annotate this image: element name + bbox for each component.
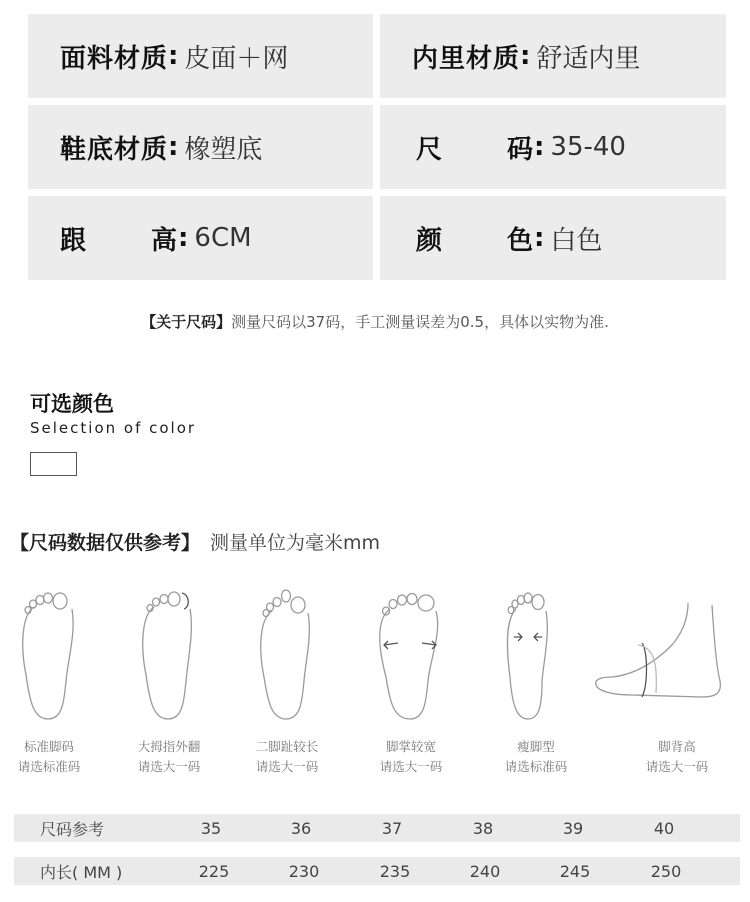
spec-color (380, 196, 726, 280)
color-section-title: 可选颜色 (30, 392, 114, 416)
spec-size (380, 105, 726, 189)
color-swatch-white[interactable] (30, 452, 77, 476)
size-cell: 37 (381, 818, 403, 838)
spec-label (416, 220, 534, 257)
spec-label: 面料材质 (60, 43, 169, 74)
foot-type-standard (0, 737, 104, 777)
size-reference-heading (10, 528, 380, 555)
spec-label-b: 码 (506, 134, 534, 165)
foot-type-thin (481, 737, 591, 777)
spec-colon: : (534, 223, 545, 253)
size-note-heading: 【关于尺码】 (141, 313, 232, 331)
foot-type-name: 大拇指外翻 (137, 739, 201, 754)
spec-value: 橡塑底 (184, 134, 263, 165)
wide-foot-icon (364, 585, 454, 725)
row-label: 内长( MM ) (40, 862, 123, 882)
table-row-length (14, 857, 740, 885)
color-section-subtitle: Selection of color (30, 419, 197, 437)
spec-sole (28, 105, 373, 189)
spec-value: 皮面＋网 (184, 43, 289, 74)
spec-value: 舒适内里 (536, 43, 641, 74)
length-cell: 230 (288, 861, 320, 881)
spec-value: 6CM (194, 223, 252, 253)
foot-types (0, 585, 750, 780)
size-note (0, 311, 750, 332)
spec-heel (28, 196, 373, 280)
spec-label-a: 尺 (416, 134, 444, 165)
size-reference-title: 【尺码数据仅供参考】 (10, 532, 201, 554)
length-cell: 235 (379, 861, 411, 881)
size-cell: 38 (472, 818, 494, 838)
spec-label-a: 跟 (60, 225, 88, 256)
foot-type-name: 瘦脚型 (517, 739, 555, 754)
length-cell: 250 (650, 861, 682, 881)
size-reference-unit: 测量单位为毫米mm (210, 532, 381, 554)
long-second-toe-icon (242, 585, 332, 725)
foot-type-wide (356, 737, 466, 777)
bunion-foot-icon (124, 585, 214, 725)
spec-label: 鞋底材质 (60, 134, 169, 165)
foot-type-advice: 请选大一码 (137, 759, 201, 774)
spec-colon: : (168, 132, 179, 162)
foot-type-advice: 请选大一码 (645, 759, 709, 774)
size-note-text: 测量尺码以37码，手工测量误差为0.5，具体以实物为准. (231, 313, 609, 331)
foot-type-advice: 请选标准码 (17, 759, 81, 774)
size-cell: 40 (653, 818, 675, 838)
spec-lining (380, 14, 726, 98)
spec-label (416, 129, 534, 166)
spec-label-a: 颜 (416, 225, 444, 256)
foot-type-name: 脚背高 (658, 739, 696, 754)
length-cell: 245 (559, 861, 591, 881)
foot-type-advice: 请选大一码 (255, 759, 319, 774)
foot-type-name: 脚掌较宽 (385, 739, 436, 754)
spec-label (60, 220, 178, 257)
spec-label-b: 高 (150, 225, 178, 256)
spec-colon: : (534, 132, 545, 162)
size-cell: 36 (290, 818, 312, 838)
foot-type-name: 二脚趾较长 (255, 739, 319, 754)
spec-value: 35-40 (550, 132, 626, 162)
thin-foot-icon (484, 585, 574, 725)
spec-colon: : (520, 41, 531, 71)
size-cell: 35 (200, 818, 222, 838)
spec-colon: : (168, 41, 179, 71)
foot-type-bunion (114, 737, 224, 777)
spec-label-b: 色 (506, 225, 534, 256)
foot-type-advice: 请选大一码 (379, 759, 443, 774)
size-cell: 39 (562, 818, 584, 838)
spec-label: 内里材质 (412, 43, 521, 74)
spec-value: 白色 (550, 225, 603, 256)
spec-colon: : (178, 223, 189, 253)
foot-type-advice: 请选标准码 (504, 759, 568, 774)
high-instep-icon (592, 585, 726, 725)
row-label: 尺码参考 (40, 819, 105, 839)
standard-foot-icon (4, 585, 94, 725)
foot-type-long-toe (232, 737, 342, 777)
foot-type-high-instep (622, 737, 732, 777)
table-row-size (14, 814, 740, 842)
length-cell: 225 (198, 861, 230, 881)
spec-fabric (28, 14, 373, 98)
foot-type-name: 标准脚码 (23, 739, 74, 754)
length-cell: 240 (469, 861, 501, 881)
